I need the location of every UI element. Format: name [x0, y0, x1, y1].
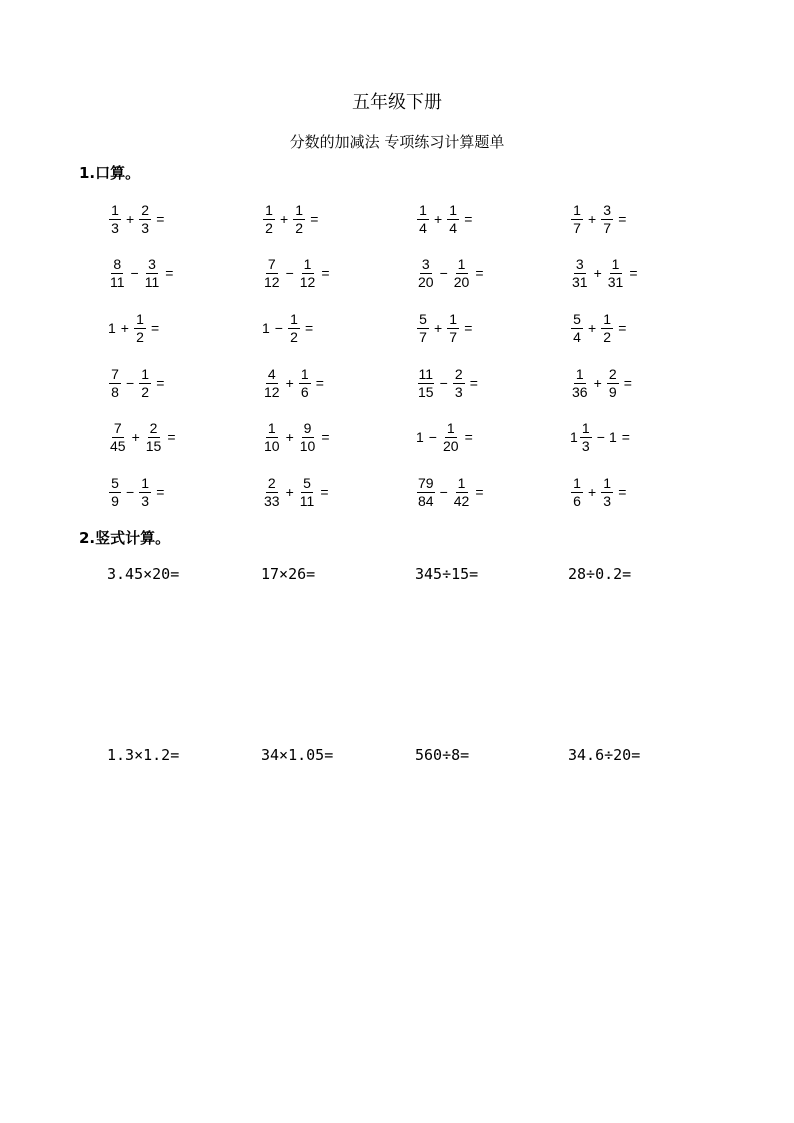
fraction [453, 256, 471, 291]
numerator: 2 [139, 202, 151, 220]
denominator: 31 [572, 273, 588, 290]
numerator: 1 [139, 366, 151, 384]
fraction [139, 202, 151, 237]
oral-problem [262, 306, 317, 350]
denominator: 20 [442, 437, 459, 454]
denominator: 7 [419, 328, 427, 345]
operator: + [285, 375, 294, 391]
numerator: 1 [601, 311, 613, 329]
oral-problem [108, 251, 177, 295]
operator: + [593, 265, 602, 281]
fraction [571, 202, 583, 237]
whole-number: 1 [608, 429, 617, 445]
equals-sign: = [469, 375, 478, 391]
numerator: 79 [418, 474, 434, 491]
denominator: 12 [299, 273, 316, 290]
denominator: 2 [290, 328, 298, 345]
denominator: 2 [265, 219, 273, 236]
numerator: 5 [571, 311, 583, 329]
numerator: 1 [302, 256, 314, 274]
problem-row [0, 415, 794, 459]
denominator: 20 [453, 273, 470, 290]
denominator: 7 [573, 219, 581, 236]
section-2-heading: 2.竖式计算。 [79, 529, 171, 547]
denominator: 8 [111, 383, 119, 400]
fraction [263, 475, 281, 510]
numerator: 3 [574, 256, 586, 274]
equals-sign: = [315, 375, 324, 391]
equals-sign: = [629, 265, 638, 281]
page-subtitle: 分数的加减法 专项练习计算题单 [289, 133, 505, 151]
fraction [139, 366, 151, 401]
denominator: 7 [449, 328, 458, 345]
equals-sign: = [618, 320, 627, 336]
denominator: 20 [418, 273, 434, 290]
equals-sign: = [475, 265, 484, 281]
vertical-problem: 34×1.05= [261, 746, 334, 764]
equals-sign: = [618, 211, 627, 227]
denominator: 42 [453, 492, 470, 509]
operator: + [280, 211, 289, 227]
numerator: 5 [109, 475, 121, 493]
fraction [571, 256, 589, 291]
operator: − [274, 320, 283, 336]
equals-sign: = [464, 320, 473, 336]
oral-problem [262, 361, 328, 405]
equals-sign: = [321, 265, 330, 281]
whole-number: 1 [108, 320, 116, 336]
equals-sign: = [320, 484, 329, 500]
denominator: 2 [295, 219, 304, 236]
numerator: 1 [263, 202, 275, 220]
oral-problem [416, 306, 476, 350]
fraction [263, 366, 281, 401]
operator: − [285, 265, 294, 281]
numerator: 7 [109, 366, 121, 384]
numerator: 8 [111, 256, 123, 274]
numerator: 9 [302, 420, 314, 438]
fraction [417, 256, 435, 291]
denominator: 12 [264, 383, 280, 400]
denominator: 2 [136, 328, 144, 345]
problem-row [0, 306, 794, 350]
denominator: 6 [300, 383, 309, 400]
denominator: 4 [449, 219, 458, 236]
numerator: 3 [420, 256, 432, 274]
fraction [601, 202, 613, 237]
operator: + [120, 320, 129, 336]
vertical-problem: 560÷8= [415, 746, 470, 764]
operator: + [285, 484, 294, 500]
numerator: 1 [574, 366, 586, 384]
oral-problem [416, 251, 488, 295]
equals-sign: = [150, 320, 160, 336]
operator: − [126, 375, 135, 391]
numerator: 1 [266, 420, 278, 438]
equals-sign: = [464, 211, 473, 227]
numerator: 1 [601, 475, 613, 493]
numerator: 1 [571, 475, 583, 493]
fraction [134, 311, 146, 346]
equals-sign: = [618, 484, 627, 500]
fraction [299, 366, 311, 401]
equals-sign: = [475, 484, 484, 500]
fraction [109, 202, 121, 237]
equals-sign: = [156, 211, 165, 227]
denominator: 3 [141, 492, 150, 509]
denominator: 45 [110, 437, 126, 454]
problem-row [0, 361, 794, 405]
fraction [144, 256, 161, 291]
operator: − [439, 265, 448, 281]
fraction [299, 420, 317, 455]
oral-problem [262, 470, 333, 514]
denominator: 11 [299, 492, 315, 509]
oral-problem [570, 251, 642, 295]
denominator: 6 [573, 492, 581, 509]
fraction [442, 420, 460, 455]
oral-problem [416, 361, 482, 405]
operator: − [126, 484, 135, 500]
numerator: 7 [112, 420, 124, 438]
fraction [607, 366, 619, 401]
denominator: 3 [111, 219, 119, 236]
equals-sign: = [156, 375, 165, 391]
vertical-problem: 3.45×20= [107, 565, 180, 583]
numerator: 11 [418, 365, 434, 382]
oral-problem [108, 197, 168, 241]
fraction [453, 366, 465, 401]
operator: − [439, 375, 448, 391]
oral-problem [570, 361, 636, 405]
operator: − [130, 265, 139, 281]
operator: − [439, 484, 448, 500]
fraction [571, 366, 589, 401]
oral-problem [570, 470, 630, 514]
fraction [263, 256, 281, 291]
numerator: 1 [109, 202, 121, 220]
numerator: 1 [447, 311, 459, 329]
fraction [607, 256, 625, 291]
numerator: 1 [571, 202, 583, 220]
operator: + [593, 375, 602, 391]
denominator: 31 [607, 273, 624, 290]
oral-problem [570, 415, 634, 459]
denominator: 84 [418, 492, 434, 509]
fraction [417, 366, 435, 401]
denominator: 9 [608, 383, 617, 400]
fraction [288, 311, 300, 346]
problem-row [0, 251, 794, 295]
numerator: 2 [148, 420, 160, 438]
numerator: 2 [607, 366, 619, 384]
oral-problem [108, 306, 163, 350]
denominator: 3 [581, 437, 590, 454]
fraction [145, 420, 163, 455]
section-1-heading: 1.口算。 [79, 164, 141, 182]
numerator: 1 [447, 202, 459, 220]
numerator: 5 [417, 311, 429, 329]
denominator: 12 [264, 273, 280, 290]
operator: + [131, 429, 140, 445]
vertical-problem: 1.3×1.2= [107, 746, 180, 764]
problem-row [0, 197, 794, 241]
denominator: 10 [264, 437, 280, 454]
operator: + [588, 211, 597, 227]
whole-number: 1 [416, 429, 424, 445]
fraction [601, 311, 613, 346]
denominator: 4 [573, 328, 581, 345]
equals-sign: = [167, 429, 176, 445]
fraction [109, 420, 127, 455]
vertical-row [0, 746, 794, 770]
oral-problem [108, 470, 168, 514]
oral-problem [570, 197, 630, 241]
oral-problem [108, 415, 180, 459]
denominator: 15 [418, 383, 434, 400]
numerator: 3 [601, 202, 613, 220]
denominator: 11 [110, 273, 125, 290]
numerator: 1 [456, 256, 468, 274]
vertical-problem: 34.6÷20= [568, 746, 641, 764]
denominator: 3 [454, 383, 463, 400]
fraction [293, 202, 305, 237]
numerator: 2 [266, 475, 278, 493]
numerator: 1 [580, 420, 592, 438]
fraction [447, 311, 459, 346]
operator: + [588, 484, 597, 500]
numerator: 1 [288, 311, 300, 329]
fraction [139, 475, 151, 510]
vertical-problem: 17×26= [261, 565, 316, 583]
fraction [109, 475, 121, 510]
equals-sign: = [623, 375, 632, 391]
numerator: 3 [146, 256, 158, 274]
vertical-problem: 345÷15= [415, 565, 479, 583]
fraction [417, 311, 429, 346]
denominator: 33 [264, 492, 280, 509]
fraction [571, 311, 583, 346]
denominator: 7 [603, 219, 612, 236]
equals-sign: = [321, 429, 330, 445]
denominator: 3 [603, 492, 612, 509]
fraction [447, 202, 459, 237]
numerator: 1 [417, 202, 429, 220]
oral-problem [262, 415, 334, 459]
oral-problem [416, 197, 476, 241]
equals-sign: = [464, 429, 473, 445]
equals-sign: = [165, 265, 174, 281]
fraction [263, 420, 281, 455]
oral-problem [262, 197, 322, 241]
numerator: 5 [301, 475, 313, 493]
equals-sign: = [621, 429, 630, 445]
vertical-row [0, 565, 794, 589]
fraction [109, 256, 126, 291]
operator: + [434, 211, 443, 227]
denominator: 9 [111, 492, 119, 509]
fraction [417, 202, 429, 237]
fraction [299, 256, 317, 291]
equals-sign: = [310, 211, 319, 227]
denominator: 3 [141, 219, 150, 236]
operator: − [596, 429, 605, 445]
numerator: 1 [610, 256, 622, 274]
fraction [601, 475, 613, 510]
fraction [417, 475, 435, 510]
operator: + [126, 211, 135, 227]
numerator: 1 [456, 475, 468, 493]
oral-problem [416, 470, 488, 514]
oral-problem [570, 306, 630, 350]
numerator: 1 [445, 420, 457, 438]
operator: − [428, 429, 437, 445]
equals-sign: = [156, 484, 165, 500]
vertical-problem: 28÷0.2= [568, 565, 632, 583]
equals-sign: = [304, 320, 314, 336]
problem-row [0, 470, 794, 514]
denominator: 11 [144, 273, 160, 290]
fraction [299, 475, 316, 510]
whole-number: 1 [262, 320, 270, 336]
fraction [580, 420, 592, 455]
denominator: 10 [299, 437, 316, 454]
operator: + [434, 320, 443, 336]
denominator: 15 [145, 437, 162, 454]
numerator: 1 [139, 475, 151, 493]
numerator: 1 [134, 311, 146, 329]
mixed-whole: 1 [570, 429, 578, 445]
numerator: 4 [266, 366, 278, 384]
denominator: 36 [572, 383, 588, 400]
numerator: 2 [453, 366, 465, 384]
operator: + [588, 320, 597, 336]
fraction [453, 475, 471, 510]
denominator: 2 [141, 383, 150, 400]
oral-problem [262, 251, 334, 295]
page-title: 五年级下册 [352, 92, 442, 113]
denominator: 2 [603, 328, 612, 345]
denominator: 4 [419, 219, 427, 236]
fraction [571, 475, 583, 510]
numerator: 1 [299, 366, 311, 384]
fraction [109, 366, 121, 401]
fraction [263, 202, 275, 237]
numerator: 7 [266, 256, 278, 274]
numerator: 1 [293, 202, 305, 220]
oral-problem [416, 415, 477, 459]
operator: + [285, 429, 294, 445]
oral-problem [108, 361, 168, 405]
